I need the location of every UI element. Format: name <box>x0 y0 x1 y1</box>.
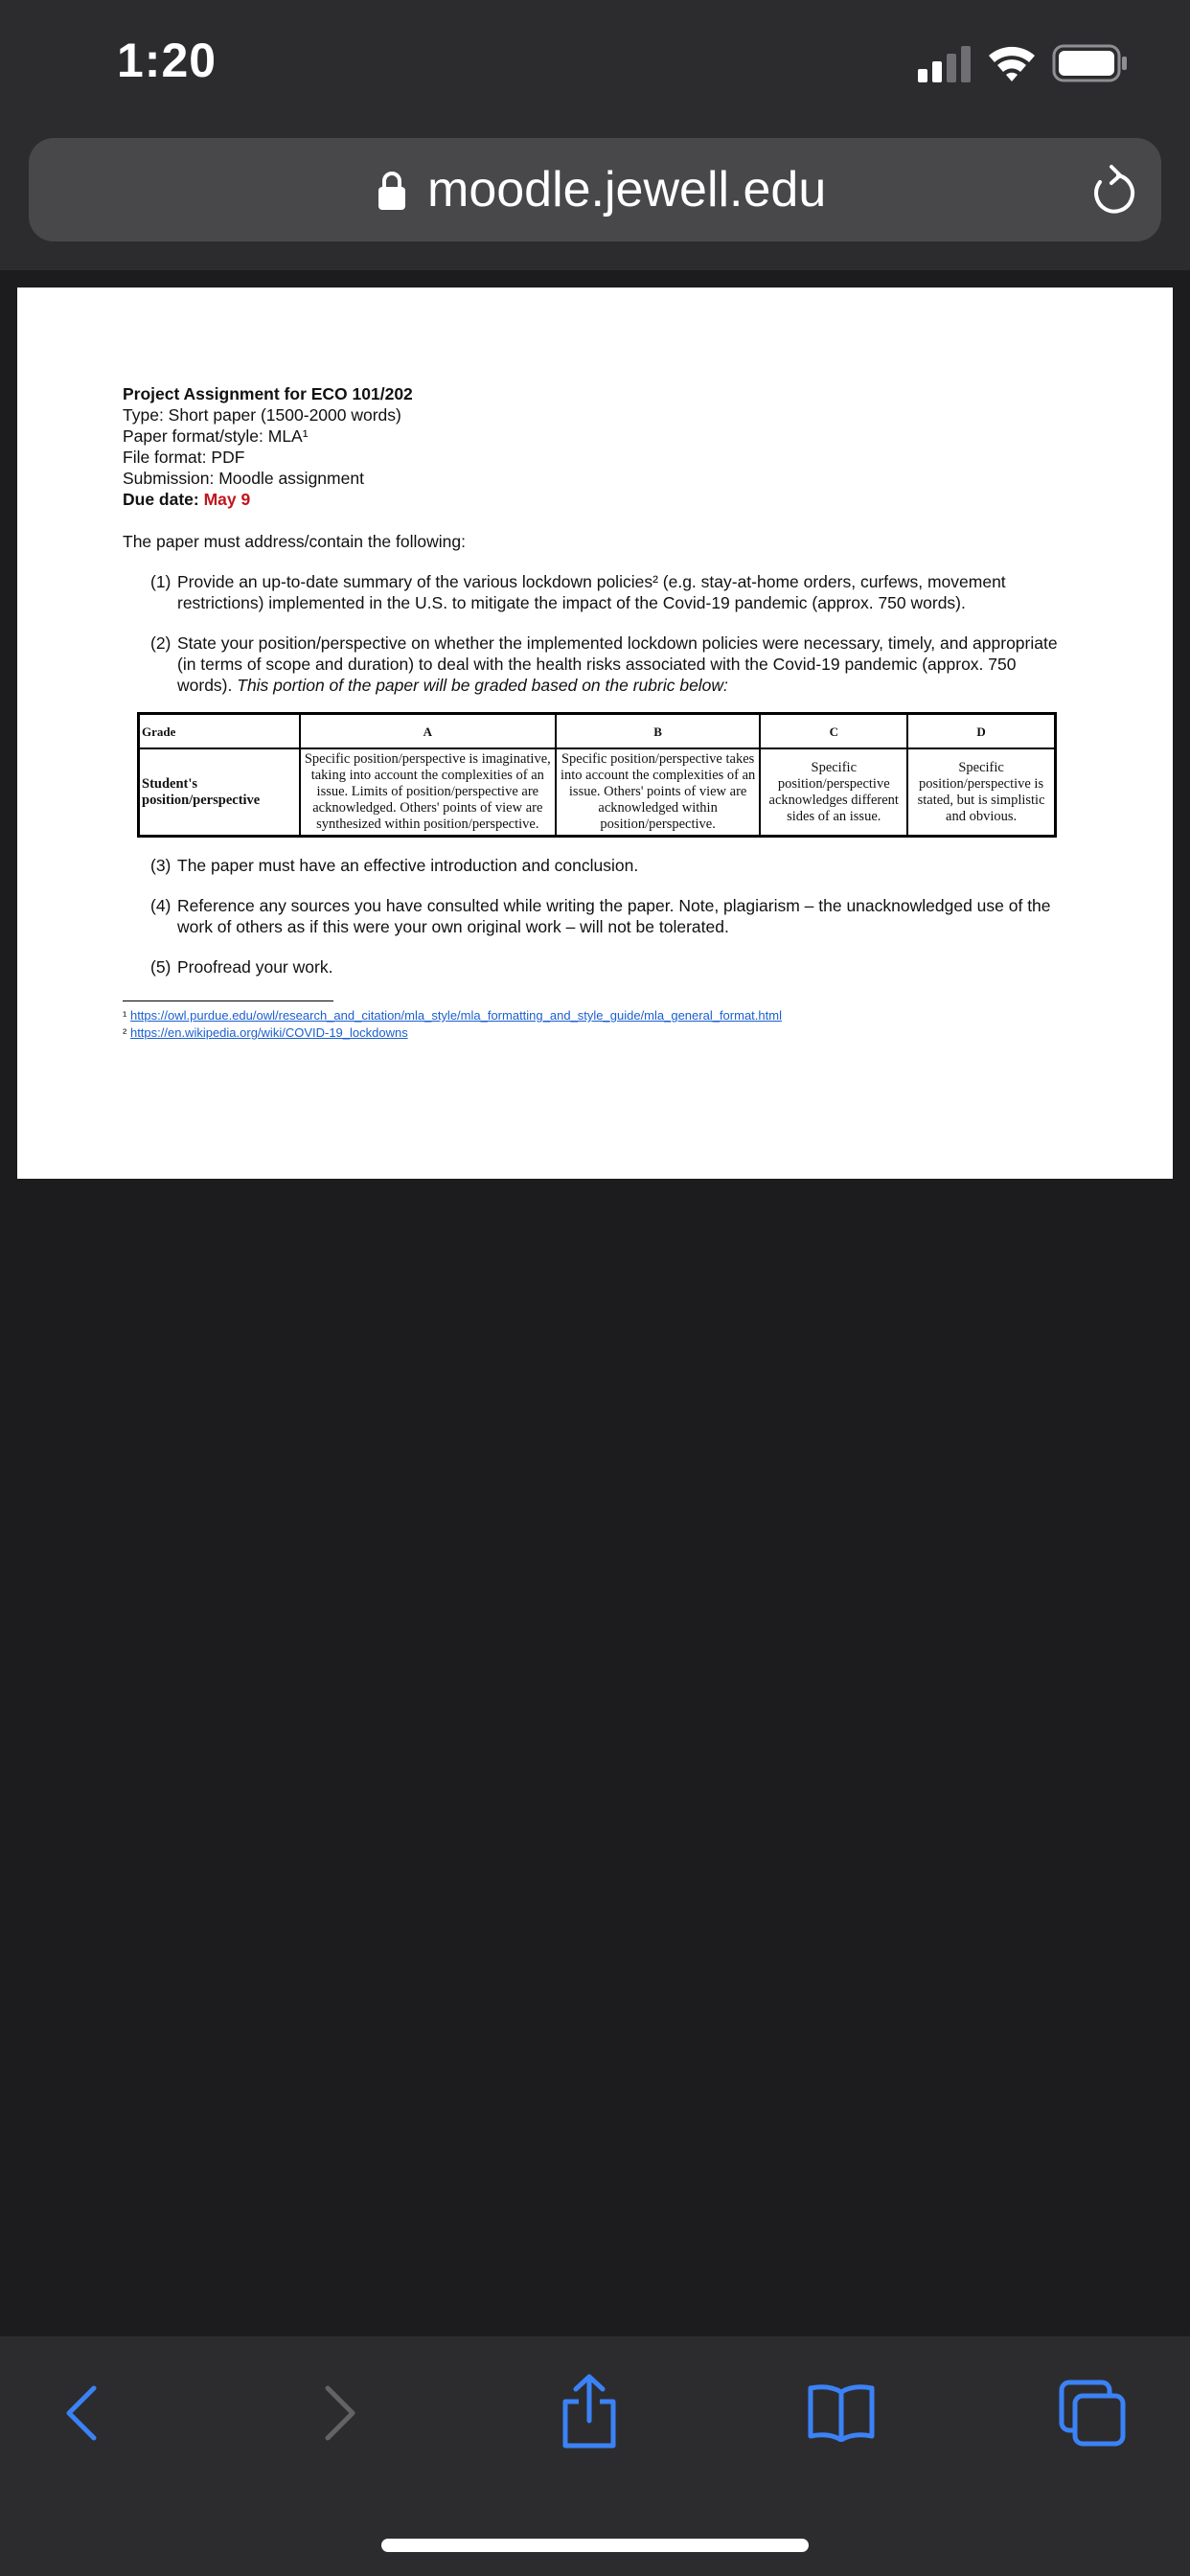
assignment-document <box>123 383 1071 1042</box>
list-item: (4) Reference any sources you have consulted while writing the paper. Note, plagiarism – the unacknowledged use of the work of others as if this were your own original work – will not be tolerated. <box>150 896 1051 936</box>
share-icon[interactable] <box>560 2373 619 2450</box>
table-cell: Specific position/perspective acknowledges different sides of an issue. <box>760 748 907 836</box>
grading-rubric-table <box>137 712 1057 838</box>
list-item: (3) The paper must have an effective introduction and conclusion. <box>150 856 639 875</box>
url-text[interactable]: moodle.jewell.edu <box>427 162 827 218</box>
meta-due-date: Due date: May 9 <box>123 490 251 509</box>
status-time: 1:20 <box>117 34 217 87</box>
cellular-signal-icon <box>918 46 972 82</box>
table-header-cell: B <box>556 714 760 748</box>
footnote-divider <box>123 1000 333 1001</box>
meta-file-format: File format: PDF <box>123 448 245 467</box>
table-header-cell: D <box>907 714 1055 748</box>
meta-submission: Submission: Moodle assignment <box>123 469 364 488</box>
back-icon[interactable] <box>63 2384 102 2442</box>
reload-icon[interactable] <box>1088 163 1136 217</box>
footnote-1: ¹ https://owl.purdue.edu/owl/research_and_citation/mla_style/mla_formatting_and_style_guide/mla_general_format.html <box>123 1008 782 1023</box>
table-header-cell: C <box>760 714 907 748</box>
battery-icon <box>1052 44 1129 82</box>
meta-type: Type: Short paper (1500-2000 words) <box>123 405 401 425</box>
meta-format: Paper format/style: MLA¹ <box>123 426 309 446</box>
table-header-row <box>139 714 1055 748</box>
wifi-icon <box>987 42 1037 82</box>
list-item: (2) State your position/perspective on whether the implemented lockdown policies were necessary, timely, and appropriate (in terms of scope and duration) to deal with the health risks associated with the Covid-19 pandemic (approx. 750 words). This portion of the paper will be graded based on the rubric below: <box>150 633 1058 695</box>
table-row-label: Student's position/perspective <box>139 748 300 836</box>
footnotes <box>123 1007 1071 1042</box>
footnote-link[interactable]: https://en.wikipedia.org/wiki/COVID-19_lockdowns <box>129 1025 408 1040</box>
forward-icon[interactable] <box>320 2384 358 2442</box>
tabs-icon[interactable] <box>1058 2379 1127 2448</box>
footnote-link[interactable]: https://owl.purdue.edu/owl/research_and_citation/mla_style/mla_formatting_and_style_guide/mla_general_format.html <box>129 1008 782 1023</box>
table-cell: Specific position/perspective is imaginative, taking into account the complexities of an issue. Limits of position/perspective are acknowledged. Others' points of view are synthesized within position/perspective. <box>300 748 556 836</box>
list-item: (1) Provide an up-to-date summary of the various lockdown policies² (e.g. stay-at-home orders, curfews, movement restrictions) implemented in the U.S. to mitigate the impact of the Covid-19 pandemic (approx. 750 words). <box>150 572 1006 612</box>
home-indicator <box>381 2539 809 2552</box>
table-header-cell: Grade <box>139 714 300 748</box>
intro-text: The paper must address/contain the following: <box>123 532 466 551</box>
document-title: Project Assignment for ECO 101/202 <box>123 384 413 403</box>
table-cell: Specific position/perspective is stated, but is simplistic and obvious. <box>907 748 1055 836</box>
table-header-cell: A <box>300 714 556 748</box>
bookmarks-icon[interactable] <box>807 2382 876 2442</box>
lock-icon <box>378 171 406 211</box>
table-row <box>139 748 1055 836</box>
table-cell: Specific position/perspective takes into account the complexities of an issue. Others' points of view are acknowledged within position/perspective. <box>556 748 760 836</box>
pdf-page <box>17 288 1173 1179</box>
list-item: (5) Proofread your work. <box>150 957 333 977</box>
footnote-2: ² https://en.wikipedia.org/wiki/COVID-19_lockdowns <box>123 1025 408 1040</box>
